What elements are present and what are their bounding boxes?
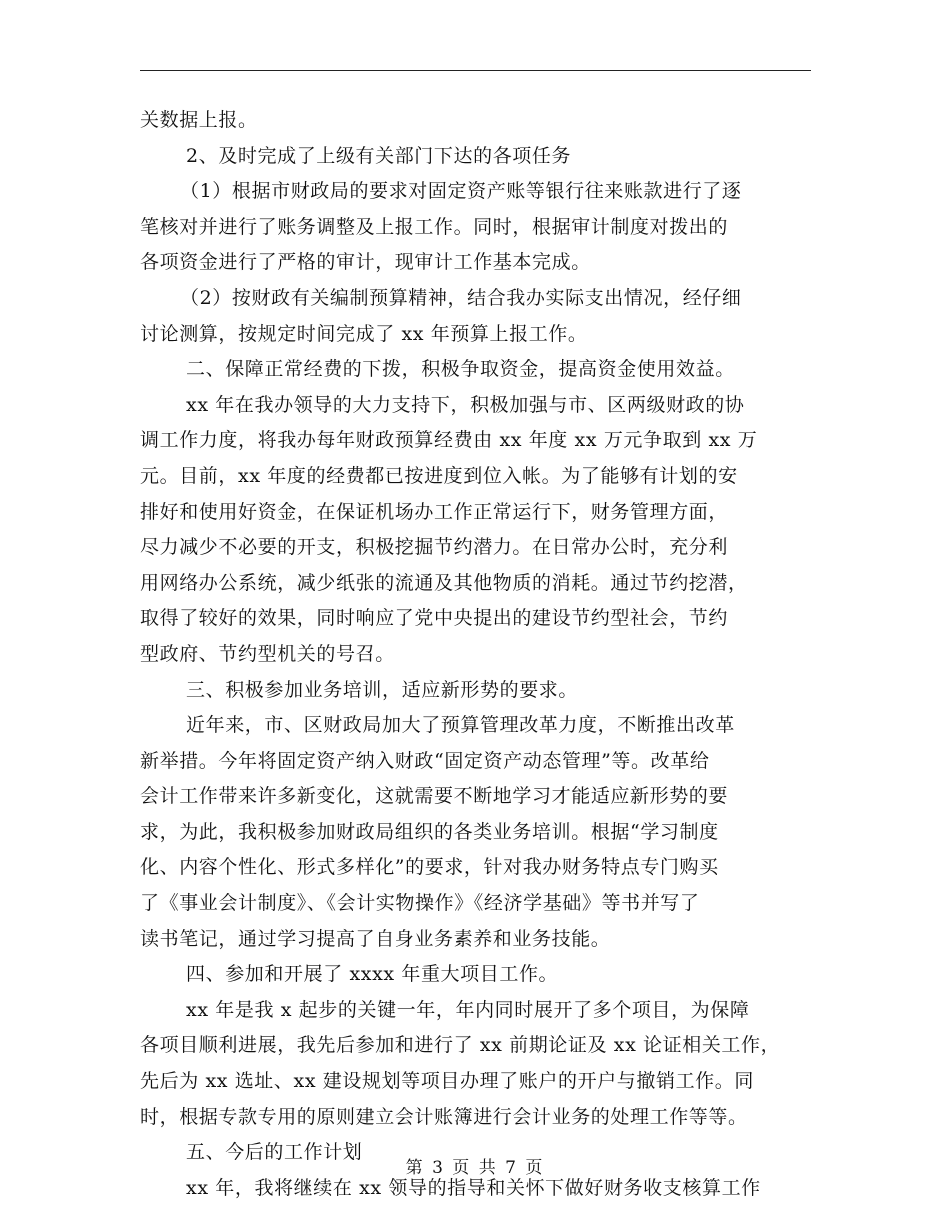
text-line: 化、内容个性化、形式多样化”的要求，针对我办财务特点专门购买 <box>140 856 719 879</box>
text-line: 了《事业会计制度》、《会计实物操作》《经济学基础》等书并写了 <box>140 892 700 915</box>
document-body <box>140 103 820 1206</box>
text-line: 型政府、节约型机关的号召。 <box>140 642 395 665</box>
text-line: 元。目前，xx 年度的经费都已按进度到位入帐。为了能够有计划的安 <box>140 464 738 487</box>
text-line: 调工作力度，将我办每年财政预算经费由 xx 年度 xx 万元争取到 xx 万 <box>140 429 758 452</box>
section-heading: 五、今后的工作计划 <box>186 1141 363 1164</box>
text-line: xx 年，我将继续在 xx 领导的指导和关怀下做好财务收支核算工作 <box>186 1176 761 1199</box>
text-line: （1）根据市财政局的要求对固定资产账等银行往来账款进行了逐 <box>180 180 742 203</box>
header-rule <box>140 70 811 71</box>
text-line: 时，根据专款专用的原则建立会计账簿进行会计业务的处理工作等等。 <box>140 1105 748 1128</box>
text-line: xx 年是我 x 起步的关键一年，年内同时展开了多个项目，为保障 <box>186 998 750 1021</box>
text-line: 各项资金进行了严格的审计，现审计工作基本完成。 <box>140 251 591 274</box>
text-line: 排好和使用好资金，在保证机场办工作正常运行下，财务管理方面， <box>140 500 729 523</box>
page-number-footer: 第 3 页 共 7 页 <box>405 1158 545 1178</box>
section-heading: 三、积极参加业务培训，适应新形势的要求。 <box>186 678 579 701</box>
text-line: 近年来，市、区财政局加大了预算管理改革力度，不断推出改革 <box>186 714 735 737</box>
text-line: 尽力减少不必要的开支，积极挖掘节约潜力。在日常办公时，充分利 <box>140 536 729 559</box>
text-line: 新举措。今年将固定资产纳入财政“固定资产动态管理”等。改革给 <box>140 749 710 772</box>
text-line: （2）按财政有关编制预算精神，结合我办实际支出情况，经仔细 <box>180 286 742 309</box>
text-line: 用网络办公系统，减少纸张的流通及其他物质的消耗。通过节约挖潜， <box>140 571 748 594</box>
text-line: 读书笔记，通过学习提高了自身业务素养和业务技能。 <box>140 927 611 950</box>
text-line: 2、及时完成了上级有关部门下达的各项任务 <box>186 144 572 167</box>
section-heading: 二、保障正常经费的下拨，积极争取资金，提高资金使用效益。 <box>186 358 735 381</box>
text-line: 取得了较好的效果，同时响应了党中央提出的建设节约型社会，节约 <box>140 607 729 630</box>
text-line: 讨论测算，按规定时间完成了 xx 年预算上报工作。 <box>140 322 588 345</box>
text-line: 求，为此，我积极参加财政局组织的各类业务培训。根据“学习制度 <box>140 820 719 843</box>
text-line: 关数据上报。 <box>140 109 258 131</box>
text-line: 先后为 xx 选址、xx 建设规划等项目办理了账户的开户与撤销工作。同 <box>140 1070 754 1093</box>
text-line: 笔核对并进行了账务调整及上报工作。同时，根据审计制度对拨出的 <box>140 215 729 238</box>
text-line: xx 年在我办领导的大力支持下，积极加强与市、区两级财政的协 <box>186 393 745 416</box>
section-heading: 四、参加和开展了 xxxx 年重大项目工作。 <box>186 963 559 986</box>
text-line: 各项目顺利进展，我先后参加和进行了 xx 前期论证及 xx 论证相关工作， <box>140 1034 781 1057</box>
text-line: 会计工作带来许多新变化，这就需要不断地学习才能适应新形势的要 <box>140 785 729 808</box>
